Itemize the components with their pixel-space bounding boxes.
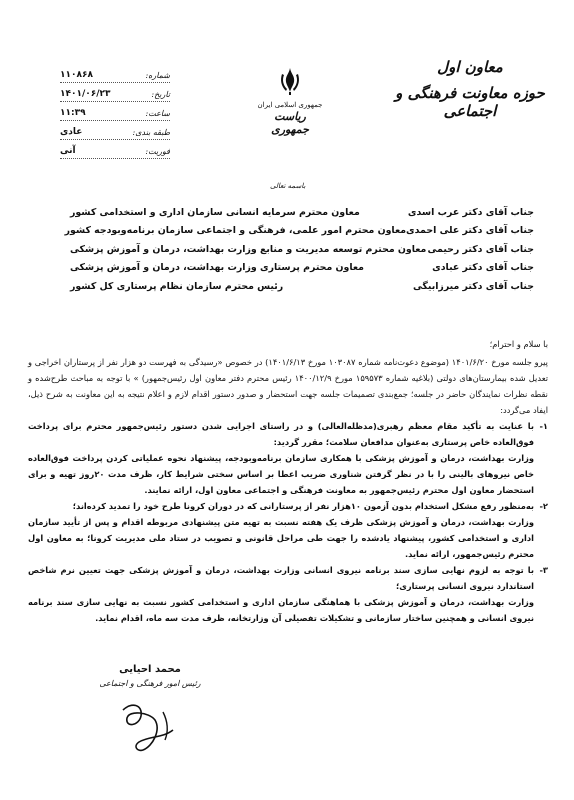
signer-position: رئیس امور فرهنگی و اجتماعی: [99, 679, 201, 688]
handwritten-signature-icon: [103, 690, 198, 760]
basmala: باسمه تعالی: [270, 182, 306, 190]
meta-classification: طبقه بندی: عادی: [60, 125, 170, 140]
item-number: ۲-: [539, 501, 548, 511]
item-number: ۱-: [539, 421, 548, 431]
recipient-list: [64, 203, 534, 296]
recipient-row: جناب آقای دکتر عبادی معاون محترم پرستاری وزارت بهداشت، درمان و آموزش پزشکی: [70, 262, 534, 274]
presidency-emblem: [255, 66, 325, 136]
meta-time: ساعت: ۱۱:۳۹: [60, 106, 170, 121]
recipient-row: جناب آقای دکتر عرب اسدی معاون محترم سرمایه انسانی سازمان اداری و استخدامی کشور: [70, 206, 534, 218]
meta-date: تاریخ: ۱۴۰۱/۰۶/۲۳: [60, 87, 170, 102]
intro-paragraph: پیرو جلسه مورخ ۱۴۰۱/۶/۲۰ (موضوع دعوت‌نامه شماره ۱۰۳۰۸۷ مورخ ۱۴۰۱/۶/۱۳) در خصوص «رسیدگی به فهرست دو هزار نفر از پرستاران اخراجی و تعدیل شده بیمارستان‌های دولتی (بلاغیه شماره ۱۵۹۵۷۳ مورخ ۱۴۰۰/۱۲/۹ رئیس محترم دفتر معاون اول رئیس‌جمهور) » با توجه به مباحث طرح‌شده و نقطه نظرات نمایندگان حاضر در جلسه؛ جمع‌بندی تصمیمات جلسه جهت استحضار و صدور دستور اقدام لازم و اعلام نتیجه به این معاونت به شرح ذیل، ایفاد می‌گردد:: [28, 357, 549, 415]
item-lead: با عنایت به تأکید مقام معظم رهبری(مدظله‌العالی) و در راستای اجرایی شدن دستور رئیس‌جمهور محترم برای پرداخت فوق‌العاده خاص پرستاری به‌عنوان مدافعان سلامت؛ مقرر گردید:: [28, 421, 534, 447]
signer-name: محمد احیایی: [119, 664, 181, 675]
meta-number: شماره: ۱۱۰۸۶۸: [60, 68, 170, 83]
letter-body: [28, 336, 548, 626]
office-heading: [390, 58, 550, 120]
item-lead: به‌منظور رفع مشکل استخدام بدون آزمون ۱۰هزار نفر از پرستارانی که در دوران کرونا طرح خود را تمدید کرده‌اند؛: [72, 501, 534, 511]
recipient-row: جناب آقای دکتر رحیمی معاون محترم توسعه مدیریت و منابع وزارت بهداشت، درمان و آموزش پزشکی: [70, 243, 534, 255]
signature-block: [95, 664, 205, 688]
item-number: ۳-: [539, 565, 548, 575]
list-item: [28, 418, 548, 498]
greeting: با سلام و احترام؛: [489, 339, 548, 349]
recipient-row: جناب آقای دکتر میرزابیگی رئیس محترم سازمان نظام پرستاری کل کشور: [70, 280, 534, 292]
republic-label: جمهوری اسلامی ایران: [257, 101, 323, 109]
iran-emblem-icon: [277, 66, 303, 96]
office-subtitle: حوزه معاونت فرهنگی و اجتماعی: [395, 84, 545, 120]
meta-urgency: فوریت: آنی: [60, 144, 170, 159]
item-text: وزارت بهداشت، درمان و آموزش پزشکی با هماهنگی سازمان اداری و استخدامی کشور نسبت به نهایی سازی سند برنامه نیروی انسانی و همچنین ساختار سازمانی و تشکیلات تفصیلی آن وزارتخانه، ظرف مدت سه ماه، اقدام نماید.: [28, 597, 534, 623]
item-text: وزارت بهداشت، درمان و آموزش پزشکی با همکاری سازمان برنامه‌وبودجه، پیشنهاد نحوه عملیاتی کردن پرداخت فوق‌العاده خاص نیروهای بالینی را با در نظر گرفتن شناوری ضریب اعطا بر اساس سختی شرایط کار، ظرف مدت ۲۰روز تهیه و برای استحضار معاون اول محترم رئیس‌جمهور به معاونت فرهنگی و اجتماعی معاون اول، ارائه نمایند.: [28, 453, 534, 495]
item-text: وزارت بهداشت، درمان و آموزش پزشکی ظرف یک هفته نسبت به تهیه متن پیشنهادی مربوطه اقدام و پس از تأیید سازمان اداری و استخدامی کشور، پیشنهاد یادشده را جهت طی مراحل قانونی و تصویب در ستاد ملی مدیریت کرونا؛ به معاون اول محترم رئیس‌جمهور، ارائه نماید.: [28, 517, 534, 559]
list-item: [28, 562, 548, 626]
recipient-row: جناب آقای دکتر علی احمدی معاون محترم امور علمی، فرهنگی و اجتماعی سازمان برنامه‌وبودجه کشور: [64, 225, 534, 237]
letter-meta: [60, 68, 170, 163]
presidency-label: ریاست جمهوری: [271, 110, 309, 136]
item-lead: با توجه به لزوم نهایی سازی سند برنامه نیروی انسانی وزارت بهداشت، درمان و آموزش پزشکی جهت تعیین نرم شاخص استاندارد نیروی انسانی پرستاری؛: [28, 565, 534, 591]
office-title: معاون اول: [437, 58, 503, 76]
list-item: [28, 498, 548, 562]
